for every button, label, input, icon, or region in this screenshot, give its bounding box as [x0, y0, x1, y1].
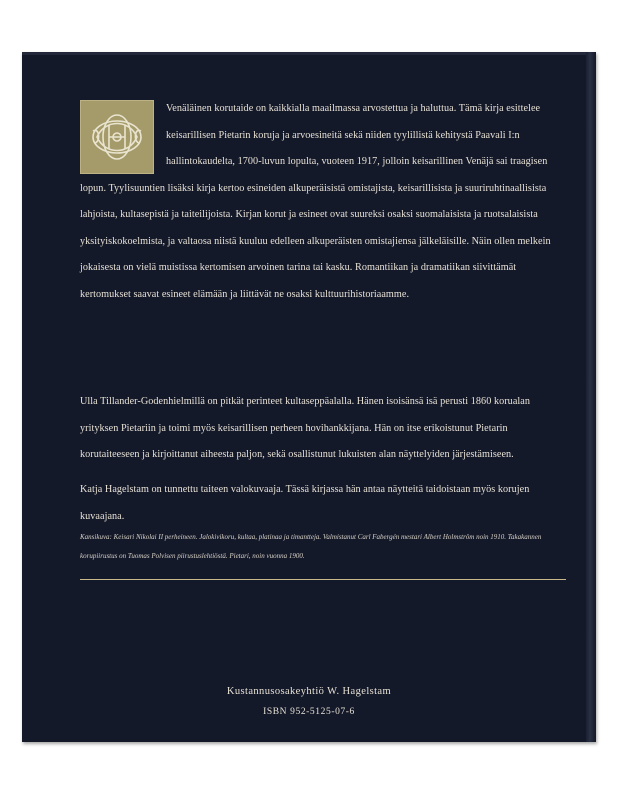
cover-side-edge [586, 52, 596, 742]
isbn-number: ISBN 952-5125-07-6 [263, 707, 355, 717]
cover-caption: Kansikuva: Keisari Nikolai II perheineen. Jalokivikoru, kultaa, platinaa ja timantteja. Valmistanut Carl Fabergén mestari Albert Holmström noin 1910. Takakannen korupiirustus on Tuomas Polvisen piirustuslehtiöstä. Pietari, noin vuonna 1900. [80, 533, 542, 560]
photographer-paragraph: Katja Hagelstam on tunnettu taiteen valokuvaaja. Tässä kirjassa hän antaa näytteitä taidoistaan myös korujen kuvaajana. [80, 484, 530, 522]
book-back-cover [22, 52, 596, 742]
intro-text: Venäläinen korutaide on kaikkialla maailmassa arvostettua ja haluttua. Tämä kirja esittelee keisarillisen Pietarin koruja ja arvoesineitä sekä niiden tyylillistä kehitystä Paavali I:n hallintokaudelta, 1700-luvun lopulta, vuoteen 1917, jolloin keisarillinen Venäjä sai traagisen lopun. Tyylisuuntien lisäksi kirja kertoo esineiden alkuperäisistä omistajista, keisarillisista ja suuriruhtinaallisista lahjoista, kultasepistä ja taiteilijoista. Kirjan korut ja esineet ovat suureksi osaksi suomalaisista ja ruotsalaisista yksityiskokoelmista, ja valtaosa niistä kuuluu edelleen alkuperäisten omistajiensa jälkeläisille. Näin ollen melkein jokaisesta on vielä muistissa kertomisen arvoinen tarina tai kasku. Romantiikan ja dramatiikan siivittämät kertomukset saavat esineet elämään ja liittävät ne osaksi kulttuurihistoriaamme. [80, 103, 551, 300]
publisher-name: Kustannusosakeyhtiö W. Hagelstam [226, 686, 392, 697]
cover-top-edge [22, 52, 596, 55]
ornate-monogram-icon [80, 100, 154, 174]
intro-paragraph [80, 96, 566, 308]
author-bio-paragraph: Ulla Tillander-Godenhielmillä on pitkät perinteet kultaseppäalalla. Hänen isoisänsä isä perusti 1860 korualan yrityksen Pietariin ja toimi myös keisarillisen perheen hovihankkijana. Hän on itse erikoistunut Pietarin korutaiteeseen ja kirjoittanut aiheesta paljon, sekä osallistunut lukuisten alan näyttelyiden järjestämiseen. [80, 396, 530, 460]
gold-divider [80, 579, 566, 580]
